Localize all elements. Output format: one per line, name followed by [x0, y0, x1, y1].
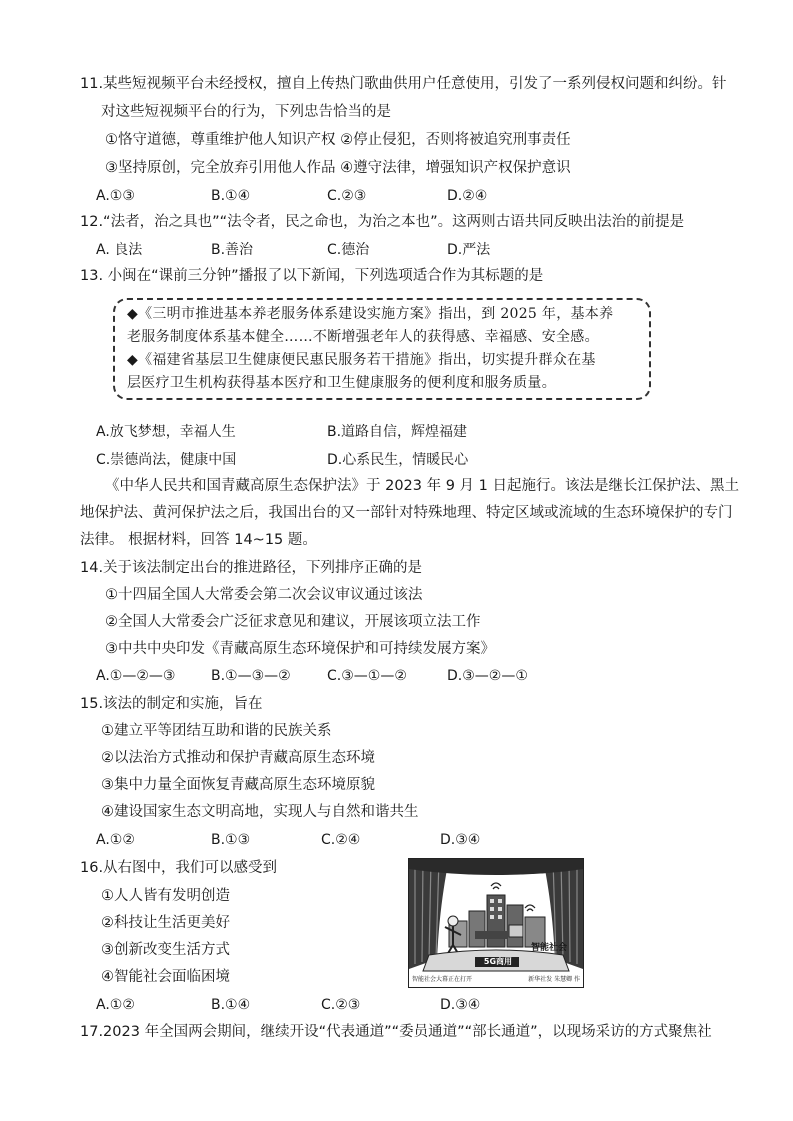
q13-option-d: D.心系民生，情暖民心: [327, 452, 469, 468]
q14-option-b: B.①—③—②: [211, 668, 291, 684]
cartoon-banner: 5G商用: [483, 957, 513, 966]
q13-news-line2: 老服务制度体系基本健全……不断增强老年人的获得感、幸福感、安全感。: [127, 329, 599, 345]
q13-news-box: [113, 298, 651, 400]
q15-statement-4: ④建设国家生态文明高地，实现人与自然和谐共生: [101, 804, 419, 820]
q11-option-c: C.②③: [327, 188, 367, 204]
q12-option-d: D.严法: [447, 242, 491, 258]
q15-stem: 15.该法的制定和实施，旨在: [80, 696, 263, 712]
q16-cartoon-image: [408, 858, 584, 988]
q14-stem: 14.关于该法制定出台的推进路径，下列排序正确的是: [80, 560, 423, 576]
q11-statement-1-2: ①恪守道德，尊重维护他人知识产权 ②停止侵犯，否则将被追究刑事责任: [105, 132, 571, 148]
q16-option-c: C.②③: [321, 997, 361, 1013]
q11-statement-3-4: ③坚持原创，完全放弃引用他人作品 ④遵守法律，增强知识产权保护意识: [105, 160, 571, 176]
cartoon-illustration: [409, 859, 583, 987]
q13-stem: 13. 小闽在“课前三分钟”播报了以下新闻，下列选项适合作为其标题的是: [80, 268, 544, 284]
q16-statement-4: ④智能社会面临困境: [101, 969, 230, 985]
q13-option-c: C.崇德尚法，健康中国: [96, 452, 237, 468]
q16-statement-3: ③创新改变生活方式: [101, 942, 230, 958]
q11-option-b: B.①④: [211, 188, 251, 204]
q11-stem-line2: 对这些短视频平台的行为，下列忠告恰当的是: [101, 104, 391, 120]
q16-stem: 16.从右图中，我们可以感受到: [80, 860, 278, 876]
q15-option-d: D.③④: [440, 832, 481, 848]
material-line1: 《中华人民共和国青藏高原生态保护法》于 2023 年 9 月 1 日起施行。该法是继长江保护法、黑土: [105, 478, 740, 494]
q13-option-a: A.放飞梦想，幸福人生: [96, 424, 236, 440]
q15-statement-1: ①建立平等团结互助和谐的民族关系: [101, 723, 332, 739]
q12-option-b: B.善治: [211, 242, 254, 258]
material-line2: 地保护法、黄河保护法之后，我国出台的又一部针对特殊地理、特定区域或流域的生态环境保护的专门: [80, 505, 733, 521]
q16-option-a: A.①②: [96, 997, 135, 1013]
cartoon-caption-right: 新华社发 朱慧卿 作: [528, 976, 580, 983]
q14-option-c: C.③—①—②: [327, 668, 407, 684]
q11-option-d: D.②④: [447, 188, 488, 204]
q13-news-line4: 层医疗卫生机构获得基本医疗和卫生健康服务的便利度和服务质量。: [127, 375, 556, 391]
q16-statement-1: ①人人皆有发明创造: [101, 888, 230, 904]
q16-option-b: B.①④: [211, 997, 251, 1013]
q13-news-line1: ◆《三明市推进基本养老服务体系建设实施方案》指出，到 2025 年，基本养: [127, 306, 614, 322]
q14-option-a: A.①—②—③: [96, 668, 176, 684]
q16-statement-2: ②科技让生活更美好: [101, 915, 230, 931]
q15-option-a: A.①②: [96, 832, 135, 848]
q14-statement-1: ①十四届全国人大常委会第二次会议审议通过该法: [105, 587, 423, 603]
q15-option-b: B.①③: [211, 832, 251, 848]
q13-option-b: B.道路自信，辉煌福建: [327, 424, 468, 440]
q17-stem: 17.2023 年全国两会期间，继续开设“代表通道”“委员通道”“部长通道”，以现场采访的方式聚焦社: [80, 1024, 712, 1040]
q13-news-line3: ◆《福建省基层卫生健康便民惠民服务若干措施》指出，切实提升群众在基: [127, 352, 596, 368]
cartoon-caption-left: 智能社会大幕正在打开: [412, 976, 473, 983]
q12-option-a: A. 良法: [96, 242, 143, 258]
q11-stem-line1: 11.某些短视频平台未经授权，擅自上传热门歌曲供用户任意使用，引发了一系列侵权问题和纠纷。针: [80, 76, 727, 92]
q11-option-a: A.①③: [96, 188, 135, 204]
q14-statement-3: ③中共中央印发《青藏高原生态环境保护和可持续发展方案》: [105, 641, 495, 657]
q15-statement-2: ②以法治方式推动和保护青藏高原生态环境: [101, 750, 375, 766]
q14-statement-2: ②全国人大常委会广泛征求意见和建议，开展该项立法工作: [105, 614, 481, 630]
material-line3: 法律。 根据材料，回答 14~15 题。: [80, 532, 317, 548]
q12-option-c: C.德治: [327, 242, 370, 258]
q12-stem: 12.“法者，治之具也”“法令者，民之命也，为治之本也”。这两则古语共同反映出法治的前提是: [80, 214, 685, 230]
q16-option-d: D.③④: [440, 997, 481, 1013]
cartoon-stage-label: 智能社会: [531, 943, 568, 953]
q14-option-d: D.③—②—①: [447, 668, 528, 684]
q15-option-c: C.②④: [321, 832, 361, 848]
q15-statement-3: ③集中力量全面恢复青藏高原生态环境原貌: [101, 777, 375, 793]
